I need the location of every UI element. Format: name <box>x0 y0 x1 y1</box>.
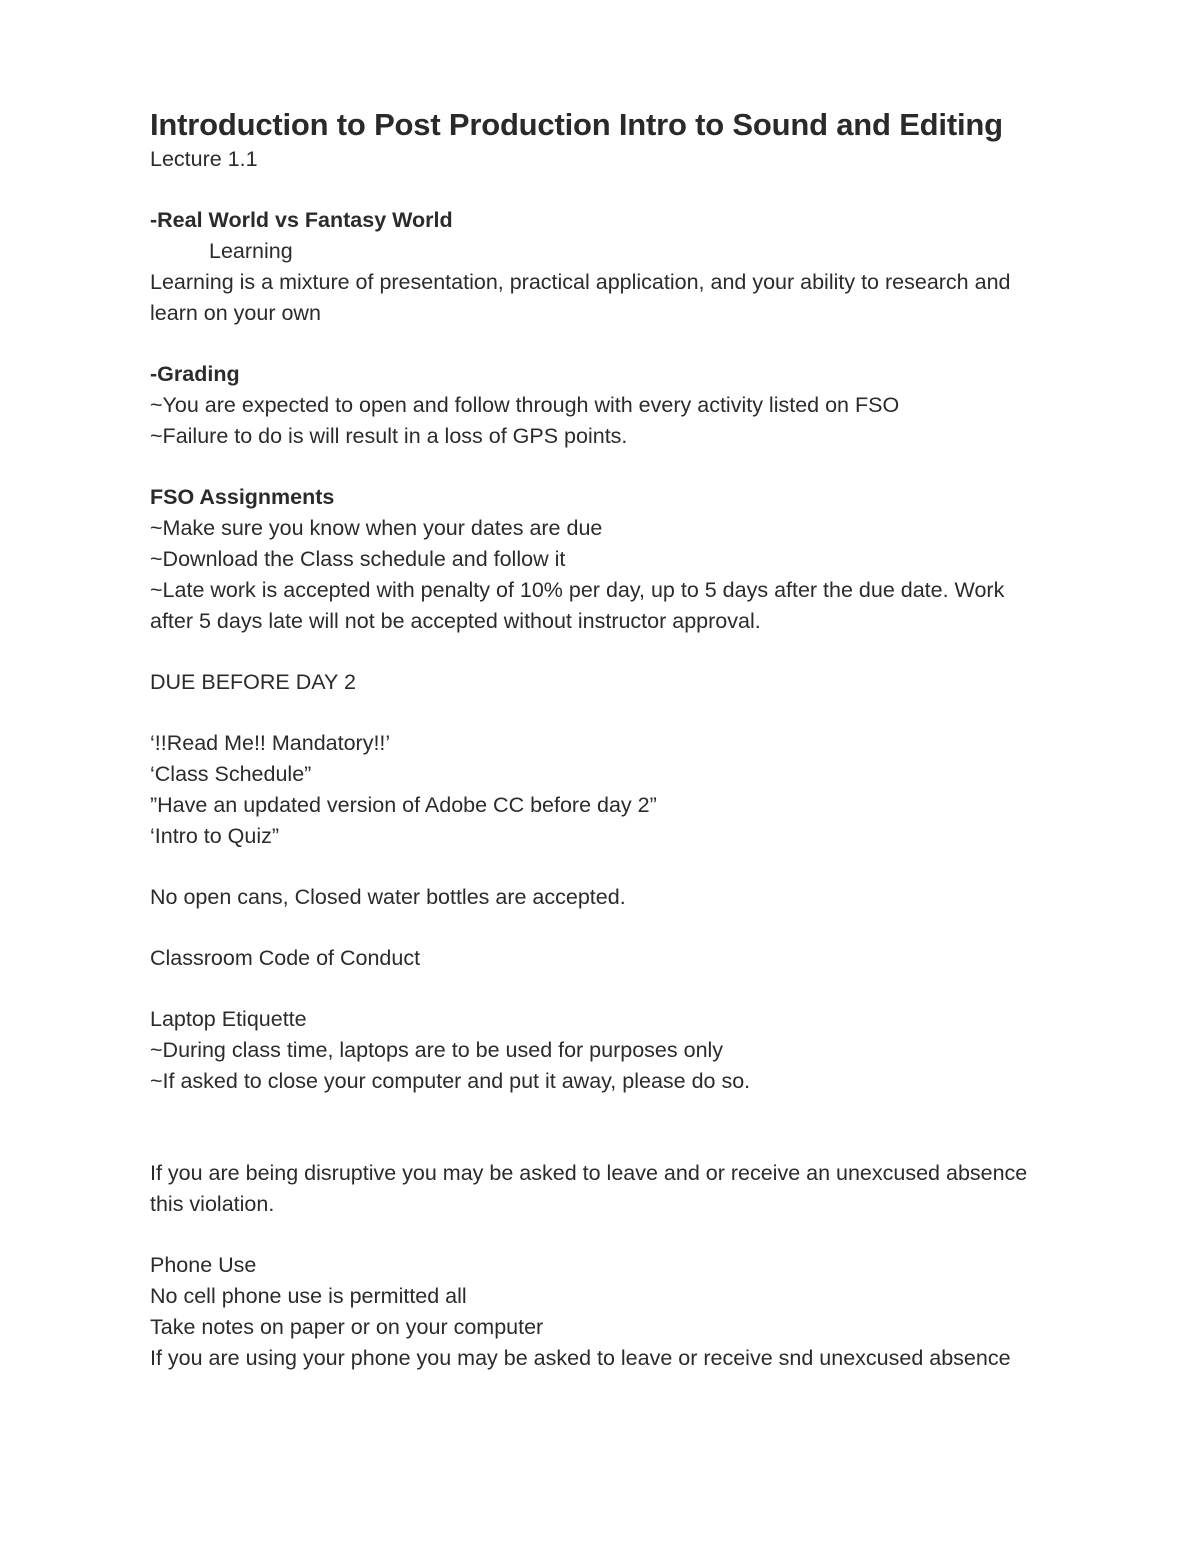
laptop-line: ~If asked to close your computer and put it away, please do so. <box>150 1069 751 1093</box>
laptop-line: ~During class time, laptops are to be used for purposes only <box>150 1038 724 1062</box>
document-title: Introduction to Post Production Intro to Sound and Editing <box>150 107 1003 142</box>
real-world-heading: -Real World vs Fantasy World <box>150 208 453 232</box>
phone-line: Take notes on paper or on your computer <box>150 1315 544 1339</box>
fso-line: ~Download the Class schedule and follow it <box>150 547 566 571</box>
due-item: ‘Intro to Quiz” <box>150 824 280 848</box>
spacer <box>150 698 1050 728</box>
phone-line: If you are using your phone you may be asked to leave or receive snd unexcused absence <box>150 1346 1011 1370</box>
spacer <box>150 974 1050 1004</box>
due-item: ‘!!Read Me!! Mandatory!!’ <box>150 731 391 755</box>
cans-note: No open cans, Closed water bottles are accepted. <box>150 885 626 909</box>
due-item: ‘Class Schedule” <box>150 762 312 786</box>
laptop-heading: Laptop Etiquette <box>150 1007 307 1031</box>
lecture-number: Lecture 1.1 <box>150 147 258 171</box>
disruptive-note: If you are being disruptive you may be asked to leave and or receive an unexcused absence this violation. <box>150 1161 1034 1216</box>
due-heading: DUE BEFORE DAY 2 <box>150 670 356 694</box>
fso-heading: FSO Assignments <box>150 485 335 509</box>
document-page <box>150 106 1050 1374</box>
spacer <box>150 913 1050 943</box>
phone-heading: Phone Use <box>150 1253 257 1277</box>
phone-line: No cell phone use is permitted all <box>150 1284 467 1308</box>
spacer <box>150 329 1050 359</box>
spacer <box>150 452 1050 482</box>
spacer <box>150 637 1050 667</box>
code-of-conduct: Classroom Code of Conduct <box>150 946 421 970</box>
spacer <box>150 175 1050 205</box>
learning-paragraph: Learning is a mixture of presentation, practical application, and your ability to research and learn on your own <box>150 270 1017 325</box>
spacer <box>150 852 1050 882</box>
learning-subheading: Learning <box>209 239 293 263</box>
grading-heading: -Grading <box>150 362 240 386</box>
fso-line: ~Make sure you know when your dates are due <box>150 516 603 540</box>
spacer <box>150 1220 1050 1250</box>
grading-line: ~Failure to do is will result in a loss of GPS points. <box>150 424 628 448</box>
spacer <box>150 1097 1050 1158</box>
due-item: ”Have an updated version of Adobe CC before day 2” <box>150 793 657 817</box>
fso-line: ~Late work is accepted with penalty of 10% per day, up to 5 days after the due date. Work after 5 days late will not be accepted without instructor approval. <box>150 578 1011 633</box>
grading-line: ~You are expected to open and follow through with every activity listed on FSO <box>150 393 900 417</box>
